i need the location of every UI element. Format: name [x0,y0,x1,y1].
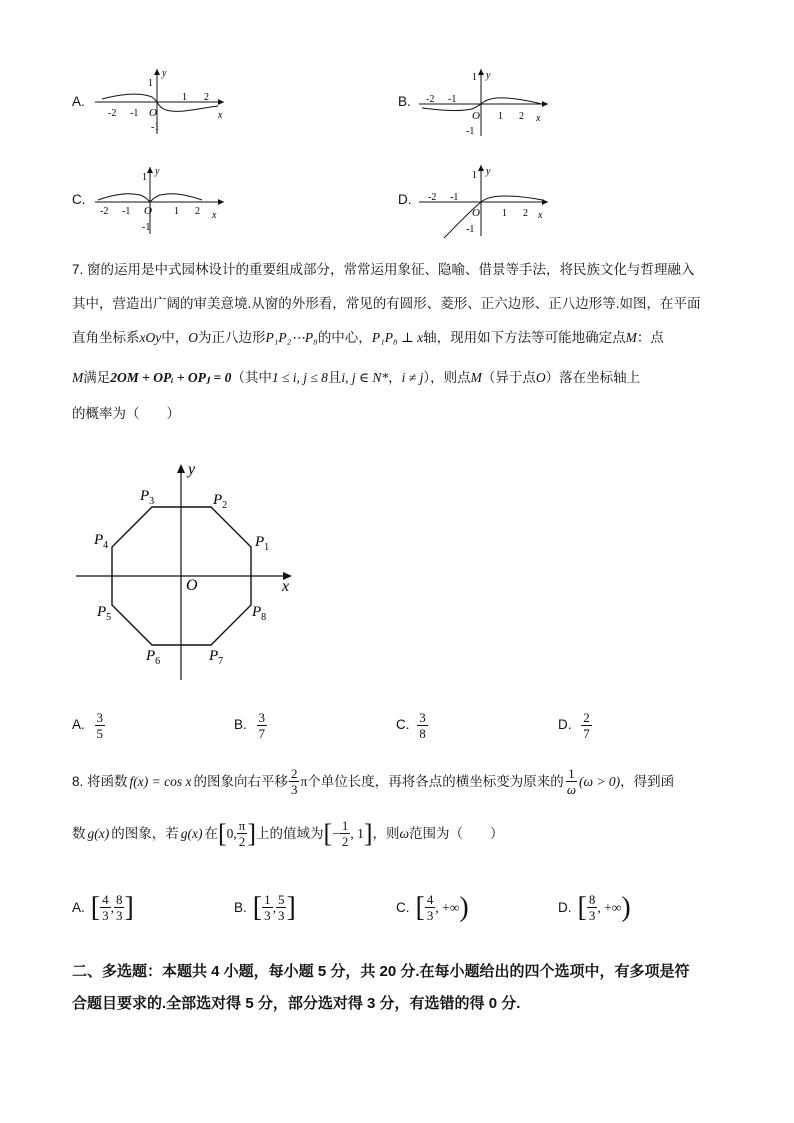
vertex-p1: $P_1$ [255,534,270,553]
d-one: 1 [472,170,477,181]
c-tick-1: 1 [174,206,179,217]
q8-line1: 8. 将函数 f(x) = cos x 的图象向右平移 $\frac{2}{3}$ π 个单位长度，再将各点的横坐标变为原来的 $\frac{1}{\omega}$ (ω > 0) ，得到函 [72,766,675,797]
a-one: 1 [148,78,153,89]
c-neg-one: -1 [142,222,151,233]
d-tick-1: 1 [502,208,507,219]
option-d-label[interactable]: D. [398,192,412,207]
vertex-p4: $P_4$ [94,532,109,551]
a-origin: O [149,107,157,119]
b-origin: O [472,110,480,122]
fig-y-label: y [188,461,196,478]
option-b-graph [414,64,554,136]
b-tick-m2: -2 [426,94,435,105]
vertex-p6: $P_6$ [146,648,161,667]
b-tick-1: 1 [498,111,503,122]
vertex-p2: $P_2$ [213,492,228,511]
c-origin: O [144,205,152,217]
option-a-graph [90,64,230,136]
c-tick-2: 2 [195,206,200,217]
q7-option-b[interactable]: B. $\frac{3}{7}$ [234,710,266,741]
vertex-p5: $P_5$ [97,604,112,623]
y-axis-arrow [177,464,185,473]
q7-line4: M满足2OM + OPᵢ + OPⱼ = 0（其中1 ≤ i, j ≤ 8且i, j ∈ N*，i ≠ j），则点M（异于点O）落在坐标轴上 [72,370,641,385]
q8-line2: 数 g(x) 的图象，若 g(x) 在 [ 0, $\frac{\pi}{2}$ ] 上的值域为 [ − $\frac{1}{2}$ , 1 ] ，则 ω 范围为（ ） [72,818,504,849]
q7-line3: 直角坐标系xOy中，O为正八边形P₁P₂⋯P₈的中心，P₁P₈ ⊥ x轴，现用如下方法等可能地确定点M：点 [72,330,664,345]
vertex-p8: $P_8$ [252,604,267,623]
d-neg-one: -1 [466,224,475,235]
a-x: x [218,110,223,121]
a-tick-1: 1 [182,92,187,103]
option-b-label[interactable]: B. [398,94,411,109]
fig-x-label: x [282,578,290,595]
q7-line5: 的概率为（ ） [72,406,180,421]
option-a-label[interactable]: A. [72,94,85,109]
vertex-p3: $P_3$ [140,488,155,507]
d-tick-m1: -1 [450,192,459,203]
option-c-label[interactable]: C. [72,192,86,207]
b-x: x [536,113,541,124]
q8-option-a[interactable]: A. [ $\frac{4}{3}$ , $\frac{8}{3}$ ] [72,891,134,923]
section2-line2: 合题目要求的.全部选对得 5 分，部分选对得 3 分，有选错的得 0 分. [72,995,521,1012]
a-neg-one: -1 [151,122,160,133]
b-neg-one: -1 [466,126,475,136]
d-tick-m2: -2 [428,192,437,203]
section2-line1: 二、多选题：本题共 4 小题，每小题 5 分，共 20 分.在每小题给出的四个选项中，有多项是符 [72,963,690,980]
q7-option-c[interactable]: C. $\frac{3}{8}$ [396,710,426,741]
q8-option-c[interactable]: C. [ $\frac{4}{3}$ , +∞ ) [396,891,469,923]
c-one: 1 [142,172,147,183]
q7-option-a[interactable]: A. $\frac{3}{5}$ [72,710,104,741]
c-x: x [212,210,217,221]
d-origin: O [472,207,480,219]
q8-option-d[interactable]: D. [ $\frac{8}{3}$ , +∞ ) [558,891,631,923]
d-tick-2: 2 [523,208,528,219]
a-tick-m2: -2 [108,108,117,119]
octagon-figure [70,458,300,688]
q7-line1: 7. 窗的运用是中式园林设计的重要组成部分，常常运用象征、隐喻、借景等手法，将民族文化与哲理融入 [72,262,695,277]
c-tick-m1: -1 [122,206,131,217]
c-tick-m2: -2 [100,206,109,217]
q8-option-b[interactable]: B. [ $\frac{1}{3}$ , $\frac{5}{3}$ ] [234,891,296,923]
c-y: y [155,166,160,177]
b-one: 1 [472,72,477,83]
fig-origin: O [186,577,198,594]
a-y: y [162,68,167,79]
a-tick-m1: -1 [130,108,139,119]
b-tick-m1: -1 [448,94,457,105]
b-tick-2: 2 [519,111,524,122]
b-y: y [486,70,491,81]
option-c-graph [90,162,230,234]
a-tick-2: 2 [204,92,209,103]
d-y: y [486,166,491,177]
vertex-p7: $P_7$ [209,648,224,667]
option-d-graph [414,160,554,240]
d-x: x [538,210,543,221]
q7-option-d[interactable]: D. $\frac{2}{7}$ [558,710,590,741]
q7-line2: 其中，营造出广阔的审美意境.从窗的外形看，常见的有圆形、菱形、正六边形、正八边形等.如图，在平面 [72,296,701,311]
